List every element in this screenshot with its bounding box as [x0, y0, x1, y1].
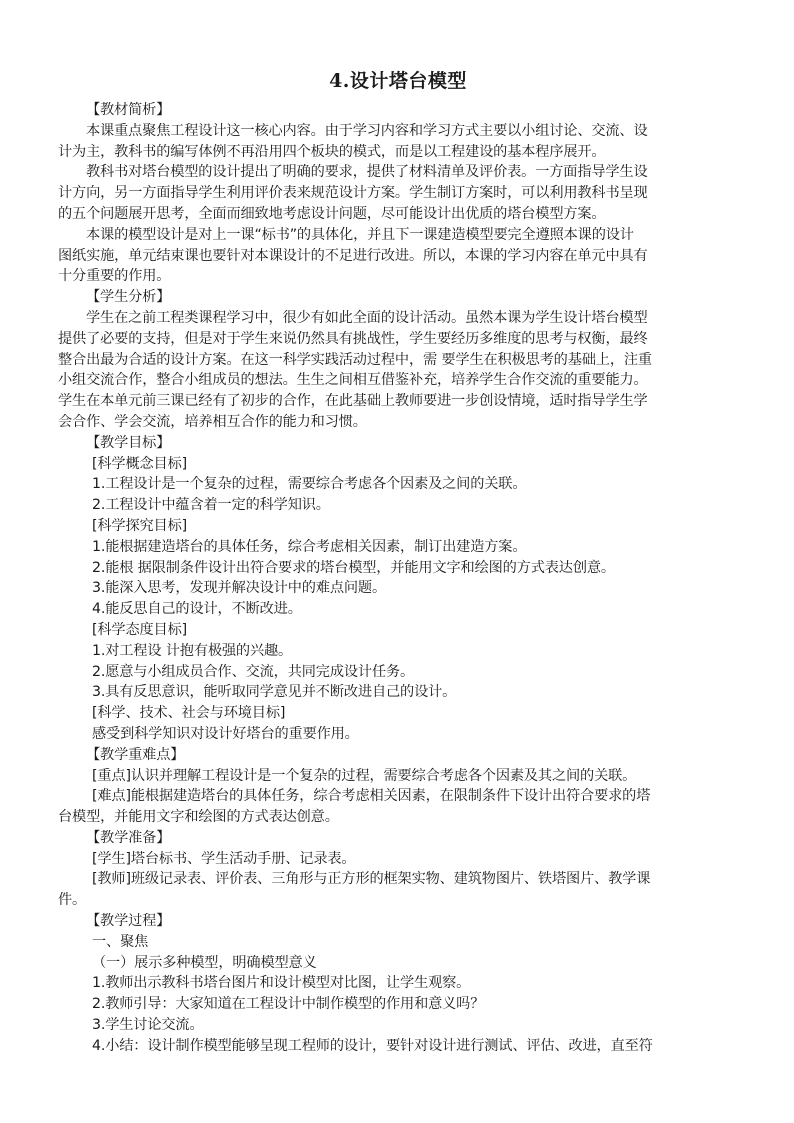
list-item: 1.教师出示教科书塔台图片和设计模型对比图，让学生观察。 [92, 975, 471, 992]
paragraph-line: 台模型，并能用文字和绘图的方式表达创意。 [58, 809, 339, 826]
paragraph-line: 本课重点聚焦工程设计这一核心内容。由于学习内容和学习方式主要以小组讨论、交流、设 [86, 122, 648, 139]
section-heading: 【教材简析】 [86, 102, 171, 118]
paragraph-line: [教师]班级记录表、评价表、三角形与正方形的框架实物、建筑物图片、铁塔图片、教学课 [92, 871, 651, 888]
list-item: 3.能深入思考，发现并解决设计中的难点问题。 [92, 580, 386, 597]
section-heading: 【教学过程】 [86, 913, 171, 930]
paragraph-line: 感受到科学知识对设计好塔台的重要作用。 [92, 725, 359, 742]
paragraph-line: 计为主，教科书的编写体例不再沿用四个板块的模式，而是以工程建设的基本程序展开。 [58, 143, 606, 160]
subsection-heading: [科学概念目标] [92, 455, 187, 472]
document-title: 4.设计塔台模型 [329, 70, 467, 92]
document-body [58, 100, 738, 1057]
paragraph-line: 十分重要的作用。 [58, 268, 171, 285]
section-heading: 【教学目标】 [86, 434, 171, 451]
list-item: 1.对工程设 计抱有极强的兴趣。 [92, 642, 293, 659]
subsection-heading: （一）展示多种模型，明确模型意义 [92, 954, 317, 971]
list-item: 1.能根据建造塔台的具体任务，综合考虑相关因素，制订出建造方案。 [92, 538, 527, 555]
list-item: 2.工程设计中蕴含着一定的科学知识。 [92, 497, 330, 514]
paragraph-line: 教科书对塔台模型的设计提出了明确的要求，提供了材料清单及评价表。一方面指导学生设 [86, 164, 648, 181]
paragraph-line: 图纸实施，单元结束课也要针对本课设计的不足进行改进。所以，本课的学习内容在单元中具有 [58, 247, 648, 264]
list-item: 4.小结：设计制作模型能够呈现工程师的设计，要针对设计进行测试、评估、改进，直至符 [92, 1037, 653, 1054]
paragraph-line: [重点]认识并理解工程设计是一个复杂的过程，需要综合考虑各个因素及其之间的关联。 [92, 767, 637, 784]
list-item: 3.具有反思意识，能听取同学意见并不断改进自己的设计。 [92, 684, 457, 701]
paragraph-line: 会合作、学会交流，培养相互合作的能力和习惯。 [58, 413, 367, 430]
paragraph-line: [学生]塔台标书、学生活动手册、记录表。 [92, 850, 356, 867]
section-heading: 【学生分析】 [86, 289, 171, 306]
section-heading: 【教学准备】 [86, 829, 171, 846]
section-heading: 【教学重难点】 [86, 746, 185, 763]
paragraph-line: 学生在之前工程类课程学习中，很少有如此全面的设计活动。虽然本课为学生设计塔台模型 [86, 309, 648, 326]
document-page [58, 66, 738, 1057]
list-item: 2.愿意与小组成员合作、交流，共同完成设计任务。 [92, 663, 415, 680]
list-item: 2.教师引导：大家知道在工程设计中制作模型的作用和意义吗？ [92, 996, 485, 1013]
subsection-heading: [科学态度目标] [92, 621, 187, 638]
subsection-heading: [科学探究目标] [92, 517, 187, 534]
paragraph-line: 小组交流合作，整合小组成员的想法。生生之间相互借鉴补充，培养学生合作交流的重要能力。 [58, 372, 648, 389]
list-item: 4.能反思自己的设计，不断改进。 [92, 601, 302, 618]
paragraph-line: 计方向，另一方面指导学生利用评价表来规范设计方案。学生制订方案时，可以利用教科书呈现 [58, 185, 648, 202]
paragraph-line: [难点]能根据建造塔台的具体任务，综合考虑相关因素，在限制条件下设计出符合要求的塔 [92, 788, 651, 805]
paragraph-line: 本课的模型设计是对上一课“标书”的具体化，并且下一课建造模型要完全遵照本课的设计 [86, 226, 634, 243]
paragraph-line: 整合出最为合适的设计方案。在这一科学实践活动过程中，需 要学生在积极思考的基础上，注重 [58, 351, 652, 368]
subsection-heading: 一、聚焦 [92, 933, 149, 950]
list-item: 1.工程设计是一个复杂的过程，需要综合考虑各个因素及之间的关联。 [92, 476, 527, 493]
list-item: 2.能根 据限制条件设计出符合要求的塔台模型，并能用文字和绘图的方式表达创意。 [92, 559, 615, 576]
paragraph-line: 提供了必要的支持，但是对于学生来说仍然具有挑战性，学生要经历多维度的思考与权衡，最终 [58, 330, 648, 347]
paragraph-line: 学生在本单元前三课已经有了初步的合作，在此基础上教师要进一步创设情境，适时指导学生学 [58, 393, 648, 410]
subsection-heading: [科学、技术、社会与环境目标] [92, 705, 286, 722]
list-item: 3.学生讨论交流。 [92, 1017, 204, 1034]
paragraph-line: 件。 [58, 892, 87, 909]
paragraph-line: 的五个问题展开思考，全面而细致地考虑设计问题，尽可能设计出优质的塔台模型方案。 [58, 205, 606, 222]
